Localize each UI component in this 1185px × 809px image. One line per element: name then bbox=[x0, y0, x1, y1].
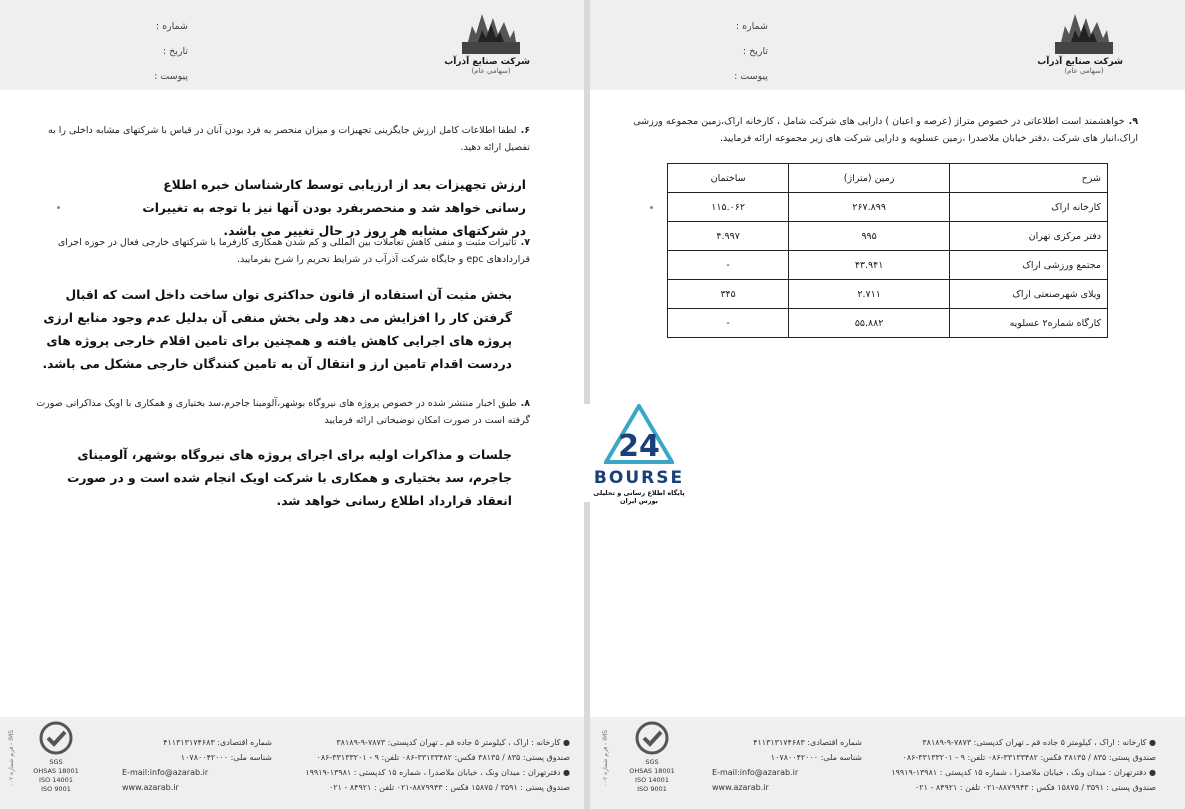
question-number: ۶. bbox=[520, 125, 530, 136]
table-cell: - bbox=[668, 309, 789, 338]
economic-code: ۴۱۱۳۱۳۱۷۴۶۸۳ bbox=[163, 738, 215, 747]
assets-table bbox=[667, 163, 1108, 338]
certification-badge bbox=[30, 721, 82, 794]
certification-badge bbox=[626, 721, 678, 794]
sgs-check-icon bbox=[36, 721, 76, 755]
bourse-title: BOURSE bbox=[593, 468, 685, 488]
address-line: ● دفترتهران : میدان ونک ، خیابان ملاصدرا ، شماره ۱۵ کدپستی : ۱۳۹۸۱-۱۹۹۱۹ bbox=[305, 768, 570, 777]
question-7 bbox=[30, 234, 530, 268]
email-link[interactable]: E-mail:info@azarab.ir bbox=[712, 768, 799, 777]
attachment-label: پیوست : bbox=[154, 71, 188, 82]
form-code: فرم شماره ۰۰۲ - IMS bbox=[8, 730, 15, 787]
letter-fields bbox=[678, 14, 768, 89]
cert-line: OHSAS 18001 bbox=[629, 767, 675, 775]
table-cell: ۴۳.۹۴۱ bbox=[789, 251, 950, 280]
company-logo bbox=[444, 8, 530, 80]
table-row bbox=[668, 280, 1108, 309]
cert-line: OHSAS 18001 bbox=[33, 767, 79, 775]
table-row bbox=[668, 222, 1108, 251]
attachment-label: پیوست : bbox=[734, 71, 768, 82]
table-cell: ۹۹۵ bbox=[789, 222, 950, 251]
company-name: شرکت صنایع آذرآب bbox=[1037, 57, 1123, 67]
form-code: فرم شماره ۰۰۲ - IMS bbox=[602, 730, 609, 787]
svg-text:24: 24 bbox=[618, 429, 660, 464]
flame-factory-icon bbox=[1053, 8, 1115, 56]
table-cell: ۲.۷۱۱ bbox=[789, 280, 950, 309]
address-line: ● دفترتهران : میدان ونک ، خیابان ملاصدرا ، شماره ۱۵ کدپستی : ۱۳۹۸۱-۱۹۹۱۹ bbox=[891, 768, 1156, 777]
table-cell: دفتر مرکزی تهران bbox=[950, 222, 1108, 251]
economic-code-label: شماره اقتصادی: bbox=[217, 738, 272, 747]
address-line: صندوق پستی: ۸۳۵ / ۳۸۱۳۵ فکس: ۳۳۱۳۳۴۸۲-۰۸۶ تلفن: ۹ - ۳۳۱۳۳۲۰۱-۰۸۶ bbox=[316, 753, 570, 762]
website-link[interactable]: www.azarab.ir bbox=[712, 783, 769, 792]
question-text: طبق اخبار منتشر شده در خصوص پروژه های نیروگاه بوشهر،آلومینا جاجرم،سد بختیاری و همکاری با اویک مذاکراتی صورت گرفته است در صورت امکان توضیحاتی ارائه فرمایید bbox=[36, 398, 530, 426]
table-row bbox=[668, 309, 1108, 338]
table-cell: ۲۶۷.۸۹۹ bbox=[789, 193, 950, 222]
company-name: شرکت صنایع آذرآب bbox=[444, 57, 530, 67]
question-number: ۹. bbox=[1128, 116, 1138, 127]
cert-line: ISO 9001 bbox=[637, 785, 667, 793]
website-link[interactable]: www.azarab.ir bbox=[122, 783, 179, 792]
economic-code-label: شماره اقتصادی: bbox=[807, 738, 862, 747]
table-cell: - bbox=[668, 251, 789, 280]
table-cell: ۳۴۵ bbox=[668, 280, 789, 309]
address-line: صندوق پستی : ۳۵۹۱ / ۱۵۸۷۵ فکس : ۸۸۷۹۹۴۳-۰۲۱ تلفن : ۸۴۹۲۱ - ۰۲۱ bbox=[914, 783, 1156, 792]
table-cell: کارخانه اراک bbox=[950, 193, 1108, 222]
answer-6: ارزش تجهیزات بعد از ارزیابی توسط کارشناسان خبره اطلاع رسانی خواهد شد و منحصربفرد بودن آنها نیز با توجه به تغییرات در شرکتهای مشابه هر روز در حال تغییر می باشد. bbox=[142, 178, 526, 238]
cert-line: ISO 9001 bbox=[41, 785, 71, 793]
flame-factory-icon bbox=[460, 8, 522, 56]
address-line: صندوق پستی: ۸۳۵ / ۳۸۱۳۵ فکس: ۳۳۱۳۳۴۸۲-۰۸۶ تلفن: ۹ - ۳۳۱۳۳۲۰۱-۰۸۶ bbox=[902, 753, 1156, 762]
table-cell: ۴.۹۹۷ bbox=[668, 222, 789, 251]
sgs-check-icon bbox=[632, 721, 672, 755]
number-label: شماره : bbox=[155, 21, 188, 32]
table-row bbox=[668, 251, 1108, 280]
table-cell: ۱۱۵.۰۶۲ bbox=[668, 193, 789, 222]
date-label: تاریخ : bbox=[742, 46, 768, 57]
question-number: ۷. bbox=[520, 237, 530, 248]
national-id: ۱۰۷۸۰۰۴۲۰۰۰ bbox=[770, 753, 819, 762]
economic-code: ۴۱۱۳۱۳۱۷۴۶۸۳ bbox=[753, 738, 805, 747]
footer-contact bbox=[712, 735, 862, 795]
number-label: شماره : bbox=[735, 21, 768, 32]
company-type: (سهامی عام) bbox=[1064, 67, 1104, 75]
question-6 bbox=[30, 122, 530, 156]
address-line: ● کارخانه : اراک ، کیلومتر ۵ جاده قم ـ تهران کدپستی: ۷۸۷۳-۹-۳۸۱۸۹ bbox=[336, 738, 570, 747]
table-cell: ویلای شهرصنعتی اراک bbox=[950, 280, 1108, 309]
cert-line: ISO 14001 bbox=[39, 776, 73, 784]
company-type: (سهامی عام) bbox=[471, 67, 511, 75]
question-9 bbox=[628, 113, 1138, 147]
footer-address bbox=[886, 735, 1156, 795]
letterhead bbox=[590, 0, 1185, 90]
company-logo bbox=[1037, 8, 1123, 80]
table-cell: کارگاه شماره۲ عسلویه bbox=[950, 309, 1108, 338]
letterhead bbox=[0, 0, 584, 90]
address-line: صندوق پستی : ۳۵۹۱ / ۱۵۸۷۵ فکس : ۸۸۷۹۹۴۳-۰۲۱ تلفن : ۸۴۹۲۱ - ۰۲۱ bbox=[328, 783, 570, 792]
email-link[interactable]: E-mail:info@azarab.ir bbox=[122, 768, 209, 777]
letter-fields bbox=[98, 14, 188, 89]
cert-label: SGS bbox=[645, 758, 659, 766]
bourse-watermark bbox=[584, 404, 694, 505]
question-text: خواهشمند است اطلاعاتی در خصوص متراژ (عرصه و اعیان ) دارایی های شرکت شامل ، کارخانه اراک،زمین مجموعه ورزشی اراک،انبار های شرکت ،دفتر خیابان ملاصدرا ،زمین عسلویه و دارایی شرکت های زیر مجموعه ارائه فرمایید. bbox=[633, 116, 1138, 144]
question-number: ۸. bbox=[520, 398, 530, 409]
page-footer bbox=[0, 717, 584, 809]
column-header: ساختمان bbox=[668, 164, 789, 193]
question-text: لطفا اطلاعات کامل ارزش جایگزینی تجهیزات و میزان منحصر به فرد بودن آنان در قیاس با شرکتهای مشابه داخلی را به تفصیل ارائه دهید. bbox=[47, 125, 530, 153]
table-header-row bbox=[668, 164, 1108, 193]
footer-contact bbox=[122, 735, 272, 795]
cert-label: SGS bbox=[49, 758, 63, 766]
bourse-tagline: پایگاه اطلاع رسانی و تحلیلی بورس ایران bbox=[593, 489, 685, 505]
date-label: تاریخ : bbox=[162, 46, 188, 57]
cert-line: ISO 14001 bbox=[635, 776, 669, 784]
table-cell: ۵۵.۸۸۲ bbox=[789, 309, 950, 338]
scan-dot bbox=[650, 206, 653, 209]
scan-dot bbox=[57, 206, 60, 209]
left-page bbox=[0, 0, 584, 809]
question-text: تاثیرات مثبت و منفی کاهش تعاملات بین المللی و کم شدن همکاری کارفرما با شرکتهای خارجی فعال در حوزه اجرای قراردادهای epc و جایگاه شرکت آذرآب در شرایط تحریم را شرح بفرمایید. bbox=[57, 237, 530, 265]
national-id: ۱۰۷۸۰۰۴۲۰۰۰ bbox=[180, 753, 229, 762]
address-line: ● کارخانه : اراک ، کیلومتر ۵ جاده قم ـ تهران کدپستی: ۷۸۷۳-۹-۳۸۱۸۹ bbox=[922, 738, 1156, 747]
page-footer bbox=[590, 717, 1185, 809]
answer-7: بخش مثبت آن استفاده از قانون حداکثری توان ساخت داخل است که اقبال گرفتن کار را افزایش می دهد ولی بخش منفی آن بدلیل عدم وجود منابع ارزی پروژه های اجرایی کاهش یافته و همچنین برای تامین اقلام خارجی پروژه های دردست اقدام تامین ارز و انتقال آن به تامین کنندگان خارجی مشکل می باشد. bbox=[42, 288, 512, 371]
column-header: زمین (متراژ) bbox=[789, 164, 950, 193]
answer-8: جلسات و مذاکرات اولیه برای اجرای پروژه های نیروگاه بوشهر، آلومینای جاجرم، سد بختیاری و همکاری با شرکت اویک انجام شده است و در صورت انعقاد قرارداد اطلاع رسانی خواهد شد. bbox=[67, 448, 512, 508]
column-header: شرح bbox=[950, 164, 1108, 193]
footer-address bbox=[300, 735, 570, 795]
table-cell: مجتمع ورزشی اراک bbox=[950, 251, 1108, 280]
question-8 bbox=[30, 395, 530, 429]
bourse-24-logo-icon bbox=[604, 404, 674, 466]
table-row bbox=[668, 193, 1108, 222]
national-id-label: شناسه ملی: bbox=[820, 753, 862, 762]
national-id-label: شناسه ملی: bbox=[230, 753, 272, 762]
